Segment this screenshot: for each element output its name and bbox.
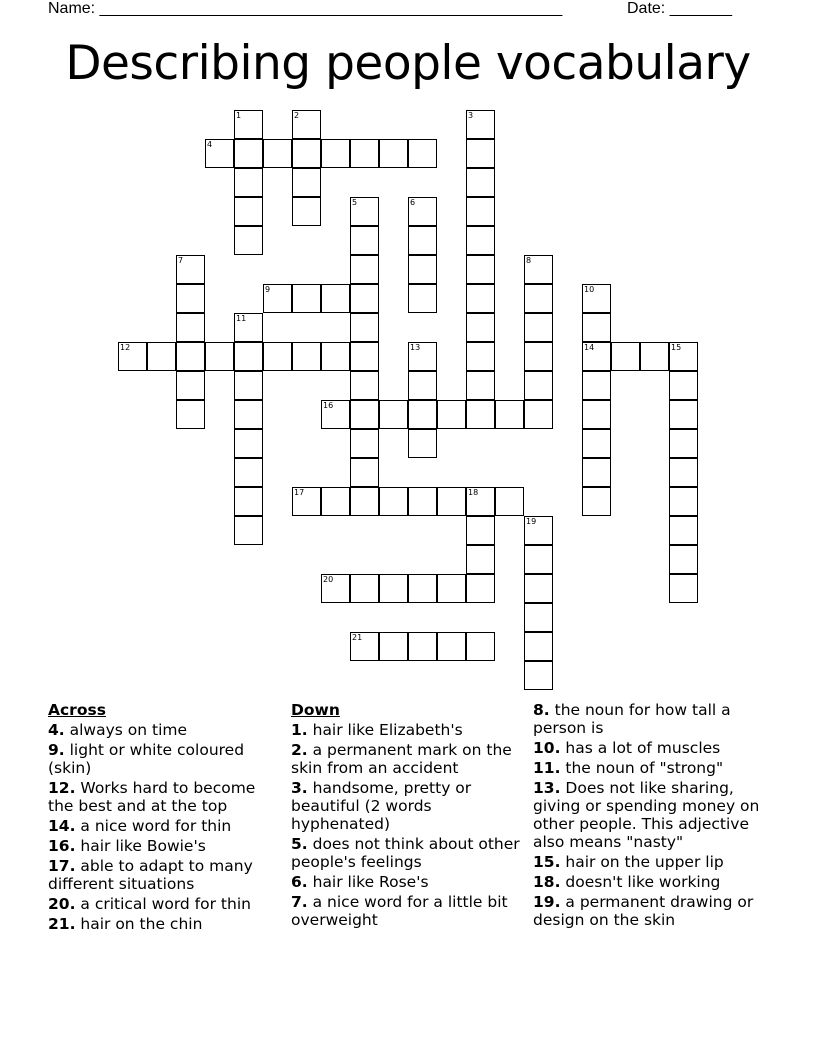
clue-number: 16. bbox=[48, 837, 76, 855]
clue-text: handsome, pretty or beautiful (2 words hyphenated) bbox=[291, 779, 472, 833]
cell-number: 4 bbox=[207, 140, 213, 149]
grid-cell[interactable] bbox=[292, 342, 321, 371]
cell-number: 19 bbox=[526, 517, 537, 526]
clue-15 bbox=[533, 853, 773, 871]
grid-cell[interactable] bbox=[466, 371, 495, 400]
grid-cell[interactable] bbox=[234, 139, 263, 168]
clue-10 bbox=[533, 739, 773, 757]
grid-cell[interactable] bbox=[669, 516, 698, 545]
clue-number: 20. bbox=[48, 895, 76, 913]
clue-text: Works hard to become the best and at the top bbox=[48, 779, 256, 815]
clue-text: light or white coloured (skin) bbox=[48, 741, 245, 777]
clue-1 bbox=[291, 721, 521, 739]
clue-text: doesn't like working bbox=[560, 873, 721, 891]
clue-text: able to adapt to many different situations bbox=[48, 857, 253, 893]
down-clues bbox=[291, 701, 521, 931]
grid-cell[interactable] bbox=[379, 400, 408, 429]
grid-cell[interactable] bbox=[466, 168, 495, 197]
grid-cell[interactable] bbox=[176, 342, 205, 371]
clue-18 bbox=[533, 873, 773, 891]
grid-cell[interactable] bbox=[582, 284, 611, 313]
page-title: Describing people vocabulary bbox=[65, 36, 751, 91]
grid-cell[interactable] bbox=[408, 487, 437, 516]
grid-cell[interactable] bbox=[437, 400, 466, 429]
clue-14 bbox=[48, 817, 278, 835]
clue-7 bbox=[291, 893, 521, 929]
cell-number: 12 bbox=[120, 343, 131, 352]
clue-text: has a lot of muscles bbox=[560, 739, 721, 757]
grid-cell[interactable] bbox=[176, 371, 205, 400]
cell-number: 16 bbox=[323, 401, 334, 410]
grid-cell[interactable] bbox=[292, 139, 321, 168]
grid-cell[interactable] bbox=[524, 400, 553, 429]
grid-cell[interactable] bbox=[321, 574, 350, 603]
cell-number: 17 bbox=[294, 488, 305, 497]
grid-cell[interactable] bbox=[321, 487, 350, 516]
cell-number: 15 bbox=[671, 343, 682, 352]
grid-cell[interactable] bbox=[466, 284, 495, 313]
grid-cell[interactable] bbox=[524, 255, 553, 284]
clue-text: always on time bbox=[64, 721, 188, 739]
cell-number: 2 bbox=[294, 111, 300, 120]
grid-cell[interactable] bbox=[524, 342, 553, 371]
clue-text: hair like Bowie's bbox=[75, 837, 206, 855]
clue-6 bbox=[291, 873, 521, 891]
grid-cell[interactable] bbox=[350, 197, 379, 226]
clue-text: a permanent drawing or design on the skin bbox=[533, 893, 754, 929]
clue-text: hair on the chin bbox=[75, 915, 203, 933]
grid-cell[interactable] bbox=[524, 603, 553, 632]
grid-cell[interactable] bbox=[582, 487, 611, 516]
clue-text: Does not like sharing, giving or spending money on other people. This adjective also means "nasty" bbox=[533, 779, 760, 851]
across-heading: Across bbox=[48, 701, 106, 719]
grid-cell[interactable] bbox=[582, 458, 611, 487]
clue-20 bbox=[48, 895, 278, 913]
grid-cell[interactable] bbox=[234, 110, 263, 139]
grid-cell[interactable] bbox=[234, 458, 263, 487]
grid-cell[interactable] bbox=[408, 632, 437, 661]
grid-cell[interactable] bbox=[466, 139, 495, 168]
grid-cell[interactable] bbox=[205, 342, 234, 371]
clue-text: hair on the upper lip bbox=[560, 853, 724, 871]
grid-cell[interactable] bbox=[466, 255, 495, 284]
cell-number: 10 bbox=[584, 285, 595, 294]
clue-number: 9. bbox=[48, 741, 65, 759]
grid-cell[interactable] bbox=[234, 168, 263, 197]
clue-16 bbox=[48, 837, 278, 855]
across-clues bbox=[48, 701, 278, 935]
grid-cell[interactable] bbox=[582, 429, 611, 458]
clue-text: the noun for how tall a person is bbox=[533, 701, 731, 737]
grid-cell[interactable] bbox=[524, 516, 553, 545]
clue-number: 17. bbox=[48, 857, 76, 875]
grid-cell[interactable] bbox=[379, 632, 408, 661]
grid-cell[interactable] bbox=[437, 487, 466, 516]
clue-number: 21. bbox=[48, 915, 76, 933]
clue-number: 18. bbox=[533, 873, 561, 891]
grid-cell[interactable] bbox=[669, 371, 698, 400]
clue-text: a nice word for thin bbox=[75, 817, 232, 835]
grid-cell[interactable] bbox=[524, 284, 553, 313]
cell-number: 3 bbox=[468, 111, 474, 120]
grid-cell[interactable] bbox=[466, 545, 495, 574]
grid-cell[interactable] bbox=[292, 284, 321, 313]
grid-cell[interactable] bbox=[350, 226, 379, 255]
clue-number: 13. bbox=[533, 779, 561, 797]
grid-cell[interactable] bbox=[466, 516, 495, 545]
cell-number: 20 bbox=[323, 575, 334, 584]
grid-cell[interactable] bbox=[524, 574, 553, 603]
clue-5 bbox=[291, 835, 521, 871]
grid-cell[interactable] bbox=[437, 574, 466, 603]
grid-cell[interactable] bbox=[176, 313, 205, 342]
clue-number: 1. bbox=[291, 721, 308, 739]
clue-3 bbox=[291, 779, 521, 833]
cell-number: 11 bbox=[236, 314, 247, 323]
grid-cell[interactable] bbox=[292, 168, 321, 197]
grid-cell[interactable] bbox=[408, 429, 437, 458]
cell-number: 6 bbox=[410, 198, 416, 207]
grid-cell[interactable] bbox=[234, 429, 263, 458]
grid-cell[interactable] bbox=[234, 400, 263, 429]
grid-cell[interactable] bbox=[495, 400, 524, 429]
grid-cell[interactable] bbox=[234, 226, 263, 255]
grid-cell[interactable] bbox=[408, 400, 437, 429]
clue-number: 8. bbox=[533, 701, 550, 719]
grid-cell[interactable] bbox=[408, 284, 437, 313]
grid-cell[interactable] bbox=[176, 400, 205, 429]
grid-cell[interactable] bbox=[466, 487, 495, 516]
grid-cell[interactable] bbox=[669, 400, 698, 429]
grid-cell[interactable] bbox=[466, 342, 495, 371]
grid-cell[interactable] bbox=[466, 313, 495, 342]
grid-cell[interactable] bbox=[350, 313, 379, 342]
grid-cell[interactable] bbox=[292, 487, 321, 516]
clue-11 bbox=[533, 759, 773, 777]
down-clue-list bbox=[291, 721, 521, 929]
grid-cell[interactable] bbox=[408, 139, 437, 168]
clue-17 bbox=[48, 857, 278, 893]
grid-cell[interactable] bbox=[118, 342, 147, 371]
grid-cell[interactable] bbox=[350, 255, 379, 284]
clue-text: a critical word for thin bbox=[75, 895, 251, 913]
cell-number: 5 bbox=[352, 198, 358, 207]
grid-cell[interactable] bbox=[408, 226, 437, 255]
grid-cell[interactable] bbox=[408, 371, 437, 400]
clue-number: 5. bbox=[291, 835, 308, 853]
grid-cell[interactable] bbox=[669, 458, 698, 487]
clue-text: the noun of "strong" bbox=[560, 759, 724, 777]
grid-cell[interactable] bbox=[321, 284, 350, 313]
cell-number: 14 bbox=[584, 343, 595, 352]
clue-number: 19. bbox=[533, 893, 561, 911]
clue-8 bbox=[533, 701, 773, 737]
grid-cell[interactable] bbox=[379, 574, 408, 603]
grid-cell[interactable] bbox=[234, 371, 263, 400]
grid-cell[interactable] bbox=[379, 139, 408, 168]
clue-text: a nice word for a little bit overweight bbox=[291, 893, 508, 929]
clue-text: hair like Elizabeth's bbox=[307, 721, 463, 739]
cell-number: 13 bbox=[410, 343, 421, 352]
grid-cell[interactable] bbox=[495, 487, 524, 516]
grid-cell[interactable] bbox=[321, 400, 350, 429]
grid-cell[interactable] bbox=[524, 661, 553, 690]
clue-text: a permanent mark on the skin from an accident bbox=[291, 741, 512, 777]
grid-cell[interactable] bbox=[408, 255, 437, 284]
grid-cell[interactable] bbox=[466, 226, 495, 255]
clue-number: 12. bbox=[48, 779, 76, 797]
clue-text: hair like Rose's bbox=[307, 873, 429, 891]
grid-cell[interactable] bbox=[321, 139, 350, 168]
down-clues-continued bbox=[533, 701, 773, 931]
grid-cell[interactable] bbox=[263, 342, 292, 371]
clue-number: 7. bbox=[291, 893, 308, 911]
clue-number: 4. bbox=[48, 721, 65, 739]
clue-21 bbox=[48, 915, 278, 933]
grid-cell[interactable] bbox=[437, 632, 466, 661]
grid-cell[interactable] bbox=[234, 487, 263, 516]
grid-cell[interactable] bbox=[292, 197, 321, 226]
grid-cell[interactable] bbox=[176, 284, 205, 313]
grid-cell[interactable] bbox=[350, 458, 379, 487]
grid-cell[interactable] bbox=[669, 545, 698, 574]
grid-cell[interactable] bbox=[350, 139, 379, 168]
grid-cell[interactable] bbox=[205, 139, 234, 168]
grid-cell[interactable] bbox=[234, 342, 263, 371]
clue-text: does not think about other people's feelings bbox=[291, 835, 520, 871]
clue-number: 15. bbox=[533, 853, 561, 871]
grid-cell[interactable] bbox=[669, 574, 698, 603]
grid-cell[interactable] bbox=[582, 371, 611, 400]
grid-cell[interactable] bbox=[379, 487, 408, 516]
grid-cell[interactable] bbox=[350, 487, 379, 516]
grid-cell[interactable] bbox=[350, 574, 379, 603]
grid-cell[interactable] bbox=[466, 632, 495, 661]
grid-cell[interactable] bbox=[263, 284, 292, 313]
grid-cell[interactable] bbox=[582, 342, 611, 371]
grid-cell[interactable] bbox=[466, 400, 495, 429]
clue-number: 6. bbox=[291, 873, 308, 891]
grid-cell[interactable] bbox=[524, 632, 553, 661]
clue-12 bbox=[48, 779, 278, 815]
cell-number: 21 bbox=[352, 633, 363, 642]
grid-cell[interactable] bbox=[408, 342, 437, 371]
cell-number: 9 bbox=[265, 285, 271, 294]
grid-cell[interactable] bbox=[234, 197, 263, 226]
clue-2 bbox=[291, 741, 521, 777]
grid-cell[interactable] bbox=[582, 400, 611, 429]
date-field-line: Date: _______ bbox=[627, 0, 732, 17]
clue-number: 2. bbox=[291, 741, 308, 759]
grid-cell[interactable] bbox=[292, 110, 321, 139]
grid-cell[interactable] bbox=[669, 342, 698, 371]
grid-cell[interactable] bbox=[669, 487, 698, 516]
clue-number: 11. bbox=[533, 759, 561, 777]
grid-cell[interactable] bbox=[408, 197, 437, 226]
clue-19 bbox=[533, 893, 773, 929]
grid-cell[interactable] bbox=[176, 255, 205, 284]
grid-cell[interactable] bbox=[350, 400, 379, 429]
grid-cell[interactable] bbox=[263, 139, 292, 168]
grid-cell[interactable] bbox=[350, 284, 379, 313]
grid-cell[interactable] bbox=[611, 342, 640, 371]
grid-cell[interactable] bbox=[524, 313, 553, 342]
grid-cell[interactable] bbox=[466, 110, 495, 139]
clue-number: 3. bbox=[291, 779, 308, 797]
cell-number: 18 bbox=[468, 488, 479, 497]
clue-9 bbox=[48, 741, 278, 777]
clue-13 bbox=[533, 779, 773, 851]
grid-cell[interactable] bbox=[640, 342, 669, 371]
across-clue-list bbox=[48, 721, 278, 933]
grid-cell[interactable] bbox=[669, 429, 698, 458]
grid-cell[interactable] bbox=[350, 632, 379, 661]
grid-cell[interactable] bbox=[466, 574, 495, 603]
cell-number: 7 bbox=[178, 256, 184, 265]
grid-cell[interactable] bbox=[582, 313, 611, 342]
grid-cell[interactable] bbox=[321, 342, 350, 371]
cell-number: 8 bbox=[526, 256, 532, 265]
grid-cell[interactable] bbox=[524, 545, 553, 574]
grid-cell[interactable] bbox=[350, 429, 379, 458]
grid-cell[interactable] bbox=[350, 371, 379, 400]
grid-cell[interactable] bbox=[524, 371, 553, 400]
clue-4 bbox=[48, 721, 278, 739]
grid-cell[interactable] bbox=[234, 313, 263, 342]
down-clue-list-continued bbox=[533, 701, 773, 929]
grid-cell[interactable] bbox=[350, 342, 379, 371]
grid-cell[interactable] bbox=[408, 574, 437, 603]
clue-number: 14. bbox=[48, 817, 76, 835]
grid-cell[interactable] bbox=[234, 516, 263, 545]
name-field-line: Name: ____________________________________________________ bbox=[48, 0, 563, 17]
grid-cell[interactable] bbox=[466, 197, 495, 226]
cell-number: 1 bbox=[236, 111, 242, 120]
clue-number: 10. bbox=[533, 739, 561, 757]
down-heading: Down bbox=[291, 701, 340, 719]
grid-cell[interactable] bbox=[147, 342, 176, 371]
